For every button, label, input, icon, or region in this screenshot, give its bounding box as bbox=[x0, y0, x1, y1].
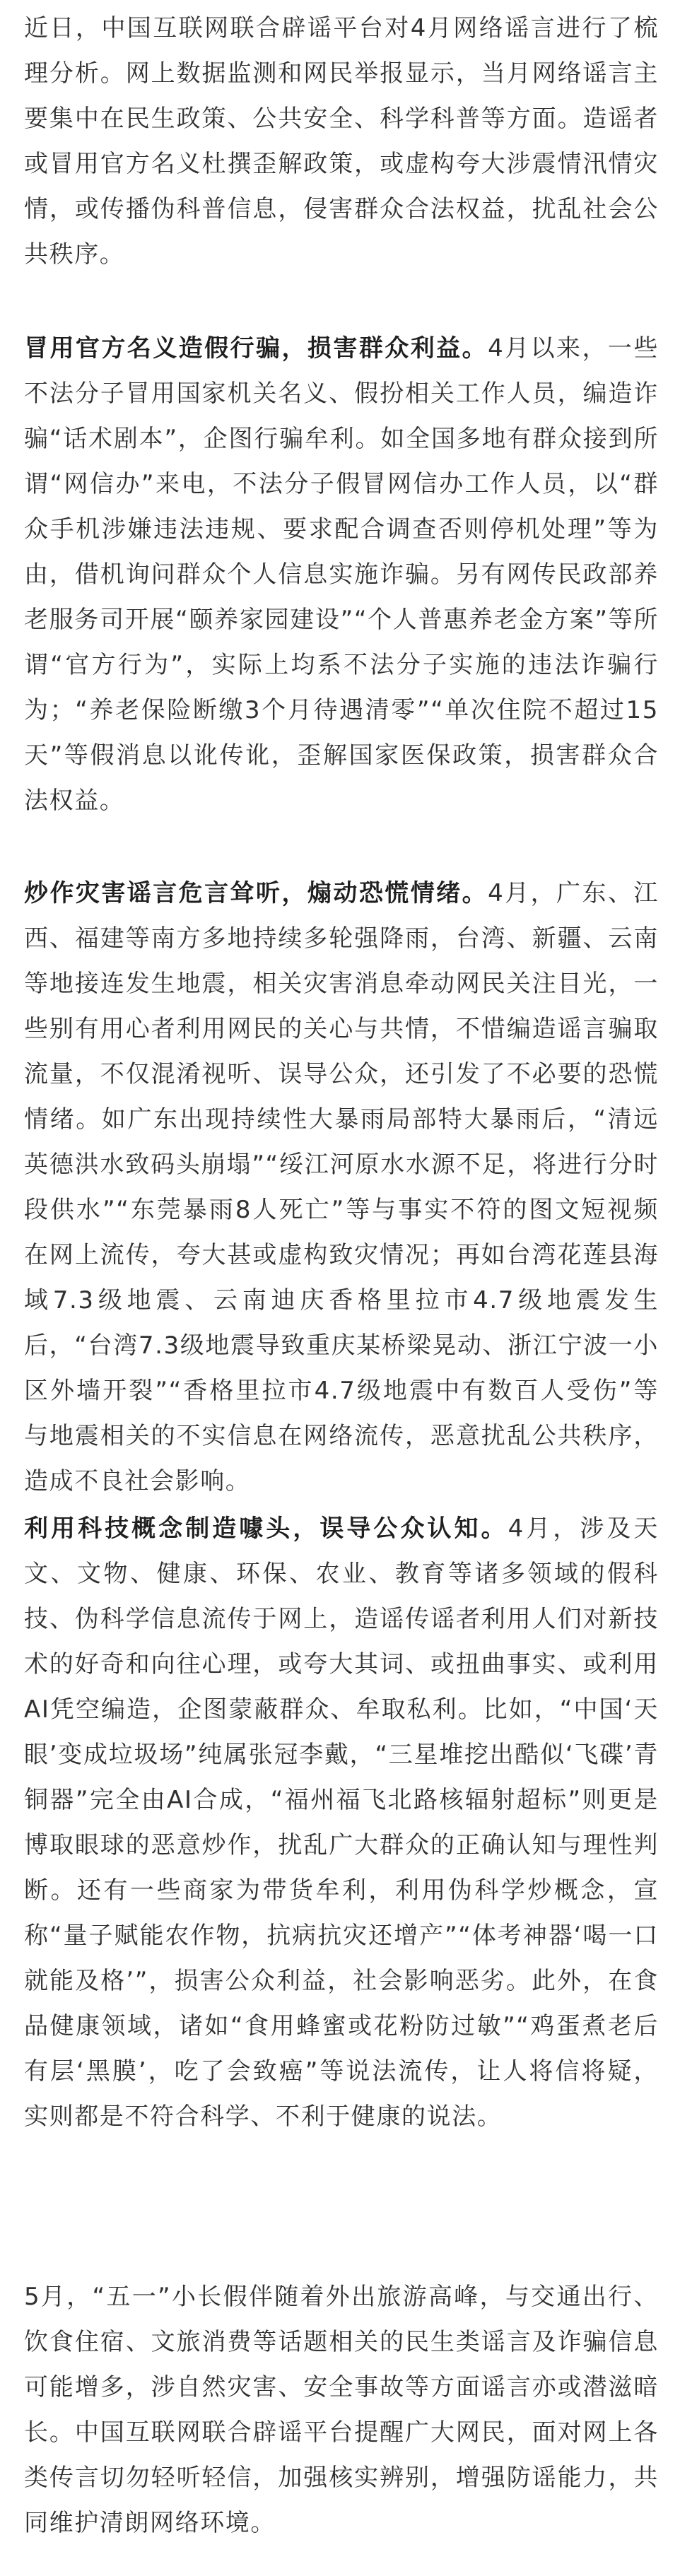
section-lead: 利用科技概念制造噱头，误导公众认知。 bbox=[24, 1515, 508, 1543]
section-body: 4月，涉及天文、文物、健康、环保、农业、教育等诸多领域的假科技、伪科学信息流传于网上，造谣传谣者利用人们对新技术的好奇和向往心理，或夸大其词、或扭曲事实、或利用AI凭空编造，企图蒙蔽群众、牟取私利。比如，“中国‘天眼’变成垃圾场”纯属张冠李戴，“三星堆挖出酷似‘飞碟’青铜器”完全由AI合成，“福州福飞北路核辐射超标”则更是博取眼球的恶意炒作，扰乱广大群众的正确认知与理性判断。还有一些商家为带货牟利，利用伪科学炒概念，宣称“量子赋能农作物，抗病抗灾还增产”“体考神器‘喝一口就能及格’”，损害公众利益，社会影响恶劣。此外，在食品健康领域，诸如“食用蜂蜜或花粉防过敏”“鸡蛋煮老后有层‘黑膜’，吃了会致癌”等说法流传，让人将信将疑，实则都是不符合科学、不利于健康的说法。 bbox=[24, 1515, 659, 2131]
section-paragraph-official-impersonation bbox=[24, 326, 659, 823]
intro-paragraph: 近日，中国互联网联合辟谣平台对4月网络谣言进行了梳理分析。网上数据监测和网民举报显示，当月网络谣言主要集中在民生政策、公共安全、科学科普等方面。造谣者或冒用官方名义杜撰歪解政策，或虚构夸大涉震情汛情灾情，或传播伪科普信息，侵害群众合法权益，扰乱社会公共秩序。 bbox=[24, 14, 659, 269]
section-paragraph-pseudo-science bbox=[24, 1506, 659, 2139]
section-body: 4月以来，一些不法分子冒用国家机关名义、假扮相关工作人员，编造诈骗“话术剧本”，企图行骗牟利。如全国多地有群众接到所谓“网信办”来电，不法分子假冒网信办工作人员，以“群众手机涉嫌违法违规、要求配合调查否则停机处理”等为由，借机询问群众个人信息实施诈骗。另有网传民政部养老服务司开展“颐养家园建设”“个人普惠养老金方案”等所谓“官方行为”，实际上均系不法分子实施的违法诈骗行为；“养老保险断缴3个月待遇清零”“单次住院不超过15天”等假消息以讹传讹，歪解国家医保政策，损害群众合法权益。 bbox=[24, 334, 659, 815]
section-lead: 炒作灾害谣言危言耸听，煽动恐慌情绪。 bbox=[24, 879, 488, 907]
section-paragraph-disaster-rumors bbox=[24, 871, 659, 1504]
outro-paragraph: 5月，“五一”小长假伴随着外出旅游高峰，与交通出行、饮食住宿、文旅消费等话题相关的民生类谣言及诈骗信息可能增多，涉自然灾害、安全事故等方面谣言亦或潜滋暗长。中国互联网联合辟谣平台提醒广大网民，面对网上各类传言切勿轻听轻信，加强核实辨别，增强防谣能力，共同维护清朗网络环境。 bbox=[24, 2283, 659, 2537]
section-lead: 冒用官方名义造假行骗，损害群众利益。 bbox=[24, 334, 488, 363]
section-body: 4月，广东、江西、福建等南方多地持续多轮强降雨，台湾、新疆、云南等地接连发生地震，相关灾害消息牵动网民关注目光，一些别有用心者利用网民的关心与共情，不惜编造谣言骗取流量，不仅混淆视听、误导公众，还引发了不必要的恐慌情绪。如广东出现持续性大暴雨局部特大暴雨后，“清远英德洪水致码头崩塌”“绥江河原水水源不足，将进行分时段供水”“东莞暴雨8人死亡”等与事实不符的图文短视频在网上流传，夸大甚或虚构致灾情况；再如台湾花莲县海域7.3级地震、云南迪庆香格里拉市4.7级地震发生后，“台湾7.3级地震导致重庆某桥梁晃动、浙江宁波一小区外墙开裂”“香格里拉市4.7级地震中有数百人受伤”等与地震相关的不实信息在网络流传，恶意扰乱公共秩序，造成不良社会影响。 bbox=[24, 879, 659, 1495]
